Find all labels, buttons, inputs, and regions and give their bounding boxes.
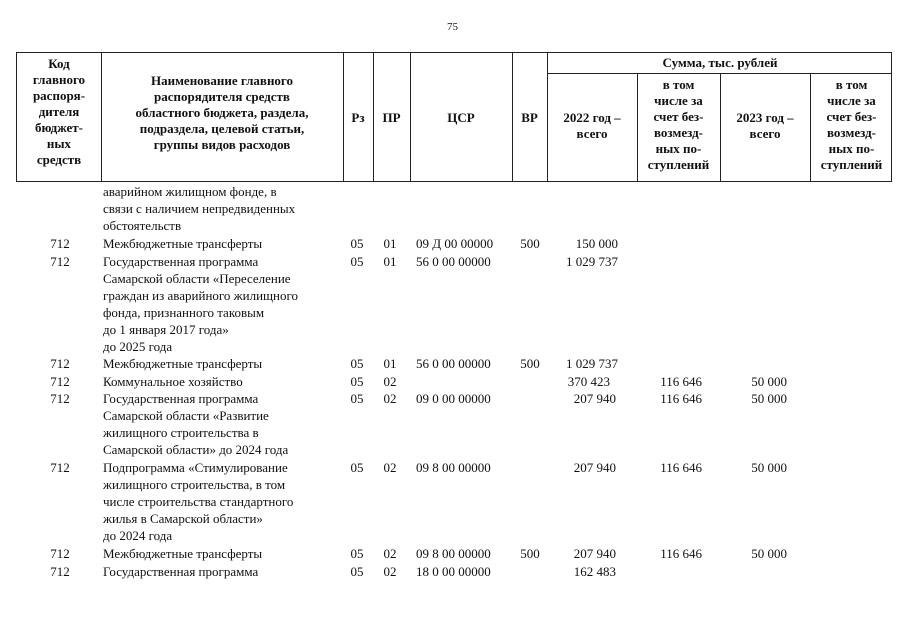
header-csr: ЦСР — [447, 110, 475, 125]
row-code: 712 — [50, 460, 70, 475]
row-2023: 50 000 — [751, 391, 787, 406]
row-name: Межбюджетные трансферты — [103, 236, 263, 251]
row-2022: 207 940 — [573, 460, 616, 475]
row-name: Межбюджетные трансферты — [103, 546, 263, 561]
row-pr: 01 — [383, 236, 397, 251]
header-2023: 2023 год – всего — [736, 110, 794, 141]
row-pr: 02 — [383, 546, 397, 561]
row-rz: 05 — [350, 254, 364, 269]
table-header — [16, 52, 892, 182]
row-incl-2022: 116 646 — [660, 546, 702, 561]
header-incl-2022: в том числе за счет без- возмезд- ных по- ступлений — [647, 77, 710, 172]
row-code: 712 — [50, 254, 70, 269]
row-rz: 05 — [350, 236, 364, 251]
row-pr: 02 — [383, 460, 397, 475]
row-code: 712 — [50, 546, 70, 561]
row-code: 712 — [50, 374, 70, 389]
header-name: Наименование главного распорядителя средств областного бюджета, раздела, подраздела, целевой статьи, группы видов расходов — [135, 73, 309, 152]
row-pr: 01 — [383, 356, 397, 371]
divider — [547, 73, 891, 74]
row-name: Межбюджетные трансферты — [103, 356, 263, 371]
row-2022: 162 483 — [573, 564, 616, 579]
row-2022: 207 940 — [573, 391, 616, 406]
row-incl-2022: 116 646 — [660, 391, 702, 406]
row-pr: 02 — [383, 564, 397, 579]
row-code: 712 — [50, 236, 70, 251]
row-csr: 09 8 00 00000 — [416, 460, 491, 475]
row-name: Государственная программа Самарской области «Развитие жилищного строительства в Самарской области» до 2024 года — [103, 391, 289, 457]
row-vr: 500 — [520, 236, 540, 251]
row-csr: 09 Д 00 00000 — [416, 236, 494, 251]
row-2023: 50 000 — [751, 460, 787, 475]
row-pr: 02 — [383, 374, 397, 389]
row-csr: 09 8 00 00000 — [416, 546, 491, 561]
row-rz: 05 — [350, 460, 364, 475]
page-number: 75 — [447, 21, 458, 33]
row-rz: 05 — [350, 356, 364, 371]
row-name: Подпрограмма «Стимулирование жилищного строительства, в том числе строительства стандартного жилья в Самарской области» до 2024 года — [103, 460, 294, 543]
row-incl-2022: 116 646 — [660, 460, 702, 475]
row-rz: 05 — [350, 546, 364, 561]
row-2022: 1 029 737 — [566, 356, 618, 371]
header-vr: ВР — [521, 110, 538, 125]
row-2023: 50 000 — [751, 374, 787, 389]
header-sum-title: Сумма, тыс. рублей — [662, 55, 778, 70]
header-2022: 2022 год – всего — [563, 110, 621, 141]
row-csr: 09 0 00 00000 — [416, 391, 491, 406]
row-vr: 500 — [520, 356, 540, 371]
row-name: Государственная программа — [103, 564, 259, 579]
row-pr: 02 — [383, 391, 397, 406]
header-pr: ПР — [382, 110, 401, 125]
row-2022: 1 029 737 — [566, 254, 618, 269]
row-csr: 56 0 00 00000 — [416, 356, 491, 371]
row-code: 712 — [50, 356, 70, 371]
row-code: 712 — [50, 564, 70, 579]
row-2023: 50 000 — [751, 546, 787, 561]
row-rz: 05 — [350, 374, 364, 389]
header-rz: Рз — [351, 110, 365, 125]
row-2022: 150 000 — [575, 236, 618, 251]
row-name: аварийном жилищном фонде, в связи с наличием непредвиденных обстоятельств — [103, 184, 296, 233]
row-rz: 05 — [350, 564, 364, 579]
header-code: Код главного распоря- дителя бюджет- ных средств — [32, 56, 86, 167]
row-name: Государственная программа Самарской области «Переселение граждан из аварийного жилищного фонда, признанного таковым до 1 января 2017 года» до 2025 года — [103, 254, 299, 354]
row-2022: 207 940 — [573, 546, 616, 561]
row-pr: 01 — [383, 254, 397, 269]
row-2022: 370 423 — [567, 374, 610, 389]
row-name: Коммунальное хозяйство — [103, 374, 243, 389]
row-rz: 05 — [350, 391, 364, 406]
header-incl-2023: в том числе за счет без- возмезд- ных по- ступлений — [820, 77, 883, 172]
row-csr: 56 0 00 00000 — [416, 254, 491, 269]
row-incl-2022: 116 646 — [660, 374, 702, 389]
row-csr: 18 0 00 00000 — [416, 564, 491, 579]
row-vr: 500 — [520, 546, 540, 561]
row-code: 712 — [50, 391, 70, 406]
